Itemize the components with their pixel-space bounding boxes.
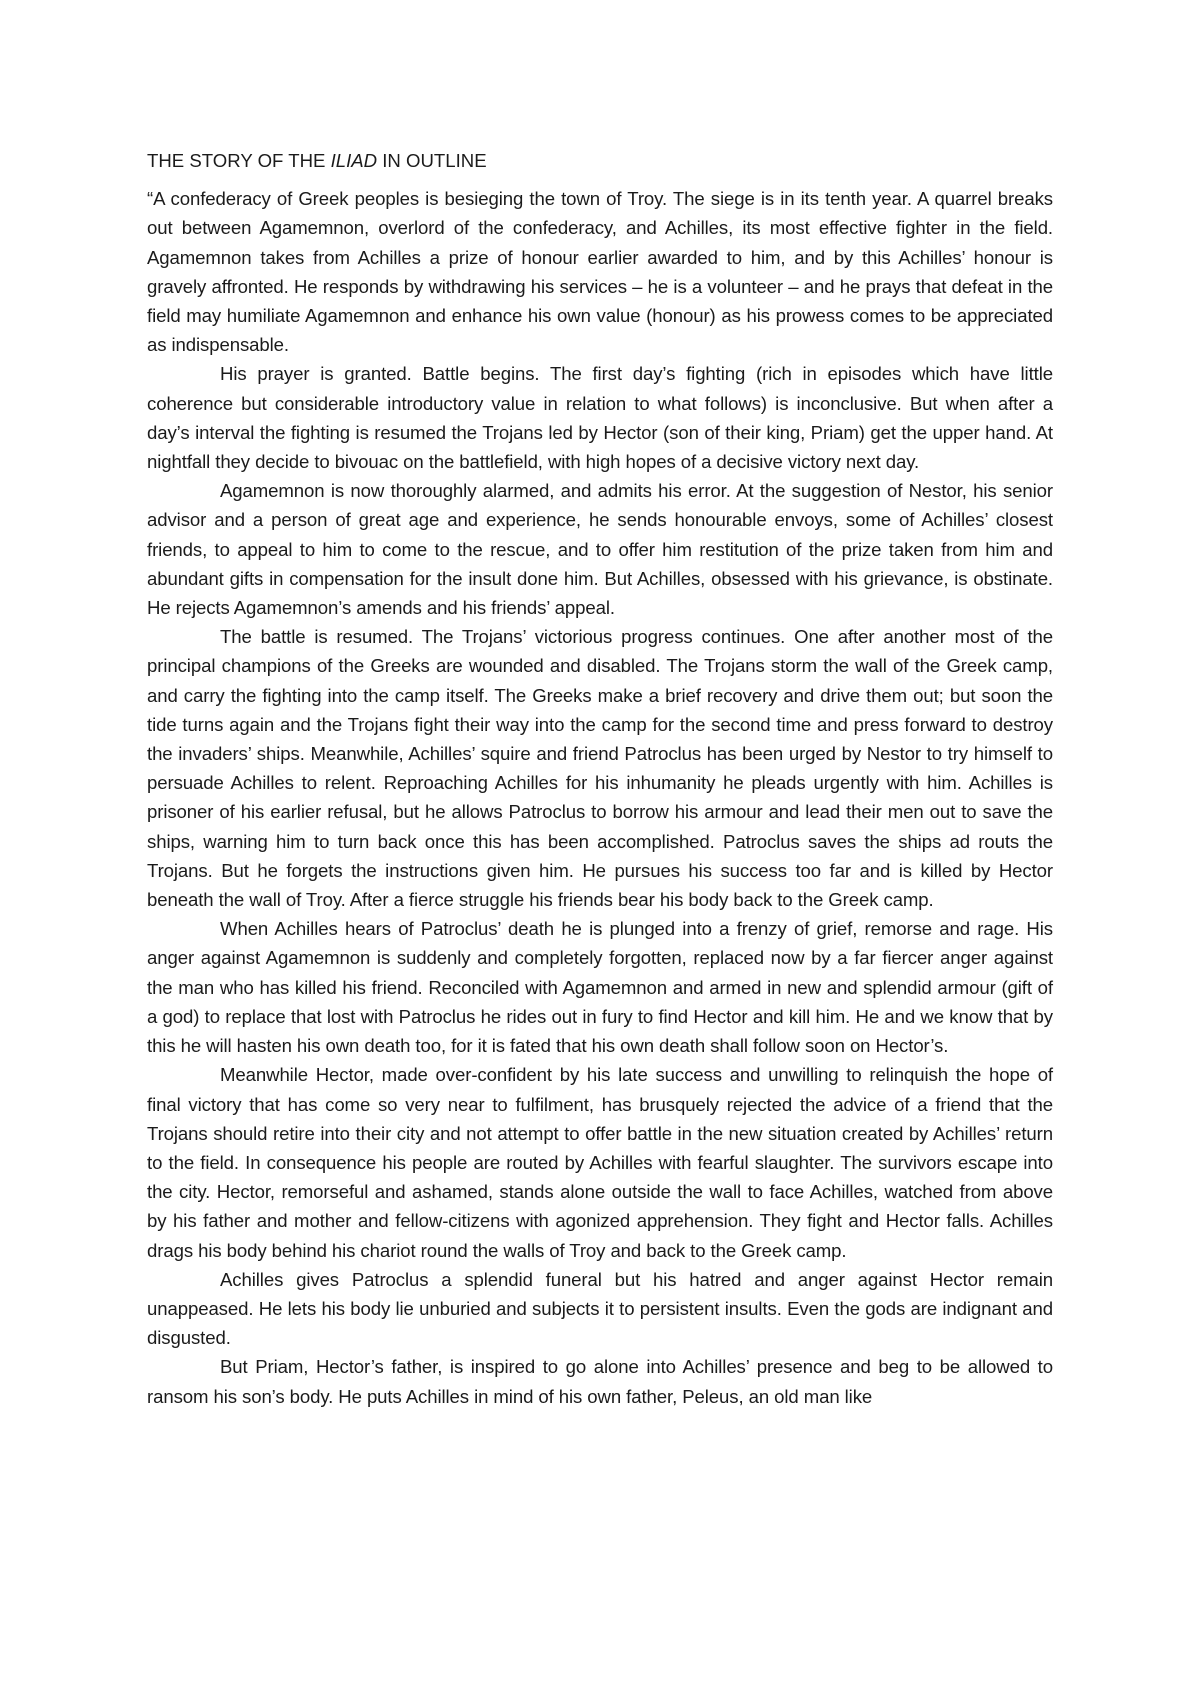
title-italic-word: ILIAD xyxy=(330,150,378,171)
title-suffix: IN OUTLINE xyxy=(377,150,487,171)
document-page xyxy=(147,146,1053,1411)
paragraph-2: His prayer is granted. Battle begins. The first day’s fighting (rich in episodes which have little coherence but considerable introductory value in relation to what follows) is inconclusive. But when after a day’s interval the fighting is resumed the Trojans led by Hector (son of their king, Priam) get the upper hand. At nightfall they decide to bivouac on the battlefield, with high hopes of a decisive victory next day. xyxy=(147,363,1053,473)
paragraph-5: When Achilles hears of Patroclus’ death he is plunged into a frenzy of grief, remorse and rage. His anger against Agamemnon is suddenly and completely forgotten, replaced now by a far fiercer anger against the man who has killed his friend. Reconciled with Agamemnon and armed in new and splendid armour (gift of a god) to replace that lost with Patroclus he rides out in fury to find Hector and kill him. He and we know that by this he will hasten his own death too, for it is fated that his own death shall follow soon on Hector’s. xyxy=(147,918,1053,1057)
title-prefix: THE STORY OF THE xyxy=(147,150,331,171)
paragraph-1: “A confederacy of Greek peoples is besieging the town of Troy. The siege is in its tenth year. A quarrel breaks out between Agamemnon, overlord of the confederacy, and Achilles, its most effective fighter in the field. Agamemnon takes from Achilles a prize of honour earlier awarded to him, and by this Achilles’ honour is gravely affronted. He responds by withdrawing his services – he is a volunteer – and he prays that defeat in the field may humiliate Agamemnon and enhance his own value (honour) as his prowess comes to be appreciated as indispensable. xyxy=(147,188,1053,356)
paragraph-7: Achilles gives Patroclus a splendid funeral but his hatred and anger against Hector remain unappeased. He lets his body lie unburied and subjects it to persistent insults. Even the gods are indignant and disgusted. xyxy=(147,1268,1053,1349)
document-title xyxy=(147,146,1053,175)
paragraph-3: Agamemnon is now thoroughly alarmed, and admits his error. At the suggestion of Nestor, his senior advisor and a person of great age and experience, he sends honourable envoys, some of Achilles’ closest friends, to appeal to him to come to the rescue, and to offer him restitution of the prize taken from him and abundant gifts in compensation for the insult done him. But Achilles, obsessed with his grievance, is obstinate. He rejects Agamemnon’s amends and his friends’ appeal. xyxy=(147,480,1053,619)
paragraph-4: The battle is resumed. The Trojans’ victorious progress continues. One after another most of the principal champions of the Greeks are wounded and disabled. The Trojans storm the wall of the Greek camp, and carry the fighting into the camp itself. The Greeks make a brief recovery and drive them out; but soon the tide turns again and the Trojans fight their way into the camp for the second time and press forward to destroy the invaders’ ships. Meanwhile, Achilles’ squire and friend Patroclus has been urged by Nestor to try himself to persuade Achilles to relent. Reproaching Achilles for his inhumanity he pleads urgently with him. Achilles is prisoner of his earlier refusal, but he allows Patroclus to borrow his armour and lead their men out to save the ships, warning him to turn back once this has been accomplished. Patroclus saves the ships ad routs the Trojans. But he forgets the instructions given him. He pursues his success too far and is killed by Hector beneath the wall of Troy. After a fierce struggle his friends bear his body back to the Greek camp. xyxy=(147,626,1053,911)
paragraph-6: Meanwhile Hector, made over-confident by his late success and unwilling to relinquish the hope of final victory that has come so very near to fulfilment, has brusquely rejected the advice of a friend that the Trojans should retire into their city and not attempt to offer battle in the new situation created by Achilles’ return to the field. In consequence his people are routed by Achilles with fearful slaughter. The survivors escape into the city. Hector, remorseful and ashamed, stands alone outside the wall to face Achilles, watched from above by his father and mother and fellow-citizens with agonized apprehension. They fight and Hector falls. Achilles drags his body behind his chariot round the walls of Troy and back to the Greek camp. xyxy=(147,1064,1053,1261)
paragraph-8: But Priam, Hector’s father, is inspired to go alone into Achilles’ presence and beg to be allowed to ransom his son’s body. He puts Achilles in mind of his own father, Peleus, an old man like xyxy=(147,1356,1053,1407)
